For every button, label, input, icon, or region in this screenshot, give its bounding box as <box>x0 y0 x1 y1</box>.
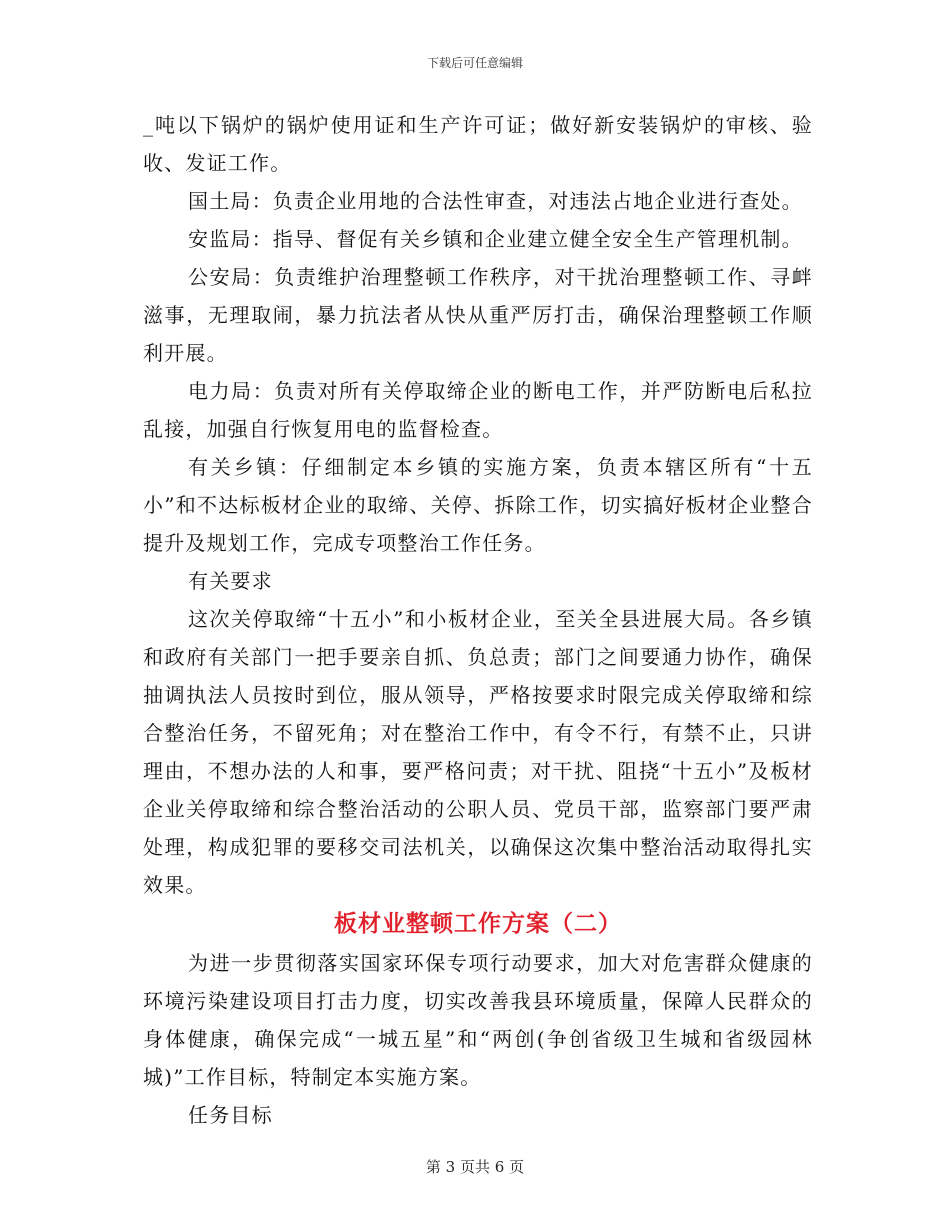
page-footer: 第 3 页共 6 页 <box>425 1158 525 1176</box>
document-body <box>143 106 813 1134</box>
paragraph-boiler-permits: _吨以下锅炉的锅炉使用证和生产许可证；做好新安装锅炉的审核、验收、发证工作。 <box>143 113 813 175</box>
section-title: 板材业整顿工作方案（二） <box>334 911 622 937</box>
paragraph-intro: 为进一步贯彻落实国家环保专项行动要求，加大对危害群众健康的环境污染建设项目打击力度，切实改善我县环境质量，保障人民群众的身体健康，确保完成“一城五星”和“两创(争创省级卫生城和省级园林城)”工作目标，特制定本实施方案。 <box>143 951 813 1089</box>
heading-task-goals: 任务目标 <box>188 1103 273 1127</box>
paragraph-requirements: 这次关停取缔“十五小”和小板材企业，至关全县进展大局。各乡镇和政府有关部门一把手要亲自抓、负总责；部门之间要通力协作，确保抽调执法人员按时到位，服从领导，严格按要求时限完成关停取缔和综合整治任务，不留死角；对在整治工作中，有令不行，有禁不止，只讲理由，不想办法的人和事，要严格问责；对干扰、阻挠“十五小”及板材企业关停取缔和综合整治活动的公职人员、党员干部，监察部门要严肃处理，构成犯罪的要移交司法机关，以确保这次集中整治活动取得扎实效果。 <box>143 607 813 897</box>
paragraph-land-bureau: 国土局：负责企业用地的合法性审查，对违法占地企业进行查处。 <box>188 189 803 213</box>
paragraph-townships: 有关乡镇：仔细制定本乡镇的实施方案，负责本辖区所有“十五小”和不达标板材企业的取缔、关停、拆除工作，切实搞好板材企业整合提升及规划工作，完成专项整治工作任务。 <box>143 455 813 555</box>
paragraph-public-security: 公安局：负责维护治理整顿工作秩序，对干扰治理整顿工作、寻衅滋事，无理取闹，暴力抗法者从快从重严厉打击，确保治理整顿工作顺利开展。 <box>143 265 813 365</box>
heading-requirements: 有关要求 <box>188 569 273 593</box>
paragraph-safety-bureau: 安监局：指导、督促有关乡镇和企业建立健全安全生产管理机制。 <box>188 227 803 251</box>
paragraph-power-bureau: 电力局：负责对所有关停取缔企业的断电工作，并严防断电后私拉乱接，加强自行恢复用电的监督检查。 <box>143 379 813 441</box>
page-header: 下载后可任意编辑 <box>426 56 523 70</box>
